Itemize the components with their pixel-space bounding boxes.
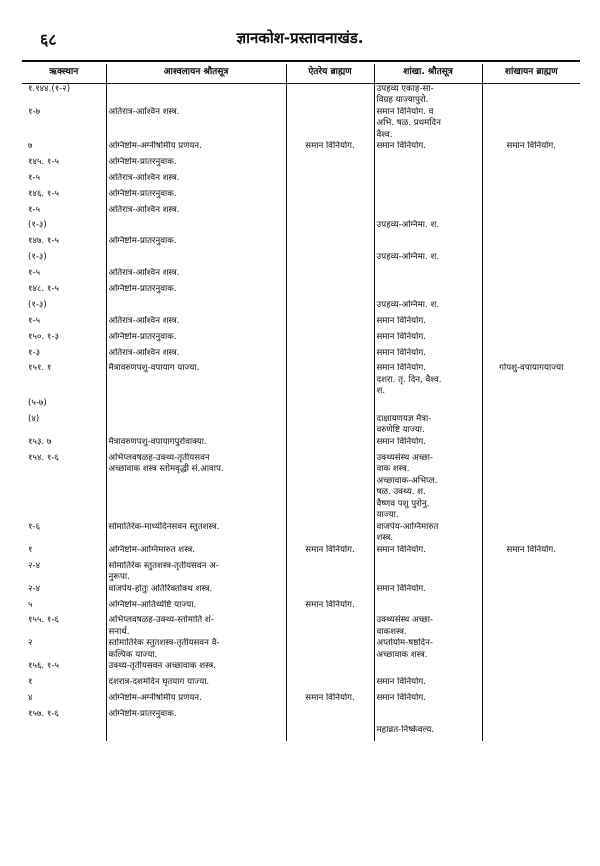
ashvalayana-cell: सोमातिरेक स्तुतशस्त्र-तृतीयसवन अ- नुरूपा. bbox=[106, 561, 286, 584]
rik-sthan-cell: १५६. १-५ bbox=[28, 661, 59, 672]
ashvalayana-cell: अग्निष्टोम-आग्निमारुत शस्त्र. bbox=[106, 545, 286, 561]
ashvalayana-cell: अतिरात्र-आश्विन शस्त्र. bbox=[106, 205, 286, 221]
aitareya-cell bbox=[286, 300, 374, 316]
table-row bbox=[22, 615, 580, 638]
rik-sthan-cell: २-४ bbox=[28, 583, 41, 594]
table-row bbox=[22, 189, 580, 205]
ashvalayana-cell: अग्निष्टोम-प्रातरनुवाक. bbox=[106, 236, 286, 252]
rik-sthan-cell: ७ bbox=[28, 141, 33, 151]
aitareya-cell bbox=[286, 252, 374, 268]
shankha-shrauta-cell: समान विनियोग. bbox=[374, 316, 482, 332]
ashvalayana-cell: अतिरात्र-आश्विन शस्त्र. bbox=[106, 107, 286, 142]
aitareya-cell: समान विनियोग. bbox=[286, 141, 374, 157]
aitareya-cell: समान विनियोग. bbox=[286, 545, 374, 561]
shankhayana-brahmana-cell bbox=[482, 414, 580, 437]
rik-sthan-cell: १-७ bbox=[28, 106, 41, 117]
ashvalayana-cell: वाजपेय-होतुः अतिरिक्तोक्थ शस्त्र. bbox=[106, 584, 286, 600]
aitareya-cell bbox=[286, 398, 374, 414]
aitareya-cell bbox=[286, 268, 374, 284]
rik-sthan-cell: १५५. १-६ bbox=[28, 615, 59, 626]
shankhayana-brahmana-cell bbox=[482, 284, 580, 300]
table-row bbox=[22, 348, 580, 364]
rik-sthan-cell: (५-७) bbox=[28, 397, 47, 408]
ashvalayana-cell: अतिरात्र-आश्विन शस्त्र. bbox=[106, 316, 286, 332]
shankhayana-brahmana-cell bbox=[482, 522, 580, 545]
ashvalayana-cell bbox=[106, 83, 286, 107]
shankhayana-brahmana-cell bbox=[482, 220, 580, 236]
ashvalayana-cell bbox=[106, 220, 286, 236]
shankha-shrauta-cell bbox=[374, 709, 482, 725]
ashvalayana-cell: अग्निष्टोम-अग्नीषोमीय प्रणयन. bbox=[106, 693, 286, 709]
shankha-shrauta-cell bbox=[374, 268, 482, 284]
shankhayana-brahmana-cell: गोपशु-वपायागयाज्या bbox=[482, 363, 580, 398]
shankha-shrauta-cell: अप्तोर्याम-षष्ठदिन- अच्छावाक शस्त्र. bbox=[374, 638, 482, 661]
table-row bbox=[22, 414, 580, 437]
aitareya-cell bbox=[286, 615, 374, 638]
shankha-shrauta-cell bbox=[374, 189, 482, 205]
table-row bbox=[22, 316, 580, 332]
page-number: ६८ bbox=[40, 30, 57, 49]
ashvalayana-cell: अतिरात्र-आश्विन शस्त्र. bbox=[106, 173, 286, 189]
shankha-shrauta-cell: उक्थ्यसंस्थ अच्छा- वाक शस्त्र. अच्छावाक-अभिप्ल. षळ. उक्थ्य. श. वैष्णव पशु पुरोनु. याज्या. bbox=[374, 453, 482, 522]
ashvalayana-cell: उक्थ्य-तृतीयसवन अच्छावाक शस्त्र. bbox=[106, 661, 286, 677]
shankha-shrauta-cell bbox=[374, 398, 482, 414]
rik-sthan-cell: १ bbox=[28, 677, 33, 688]
ashvalayana-cell: मैत्रावरुणपशु-वपायागपुरोवाक्या. bbox=[106, 437, 286, 453]
rik-sthan-cell: १५७. १-६ bbox=[28, 709, 59, 720]
table-row bbox=[22, 220, 580, 236]
ashvalayana-cell: अग्निष्टोम-प्रातरनुवाक. bbox=[106, 284, 286, 300]
rik-sthan-cell: १४८. १-५ bbox=[28, 284, 59, 295]
table-row bbox=[22, 141, 580, 157]
aitareya-cell bbox=[286, 638, 374, 661]
aitareya-cell bbox=[286, 189, 374, 205]
shankhayana-brahmana-cell bbox=[482, 638, 580, 661]
ashvalayana-cell: मैत्रावरुणपशु-वपायाग याज्या. bbox=[106, 363, 286, 398]
shankha-shrauta-cell: दाक्षायणयज्ञ मैत्रा- वरुणेष्टि याज्या. bbox=[374, 414, 482, 437]
rik-sthan-cell: (१-३) bbox=[28, 252, 47, 263]
shankha-shrauta-cell bbox=[374, 236, 482, 252]
table-row bbox=[22, 522, 580, 545]
aitareya-cell: समान विनियोग. bbox=[286, 693, 374, 709]
table-header-row bbox=[22, 64, 580, 83]
table-row bbox=[22, 584, 580, 600]
aitareya-cell bbox=[286, 363, 374, 398]
shankha-shrauta-cell: वाजपेय-आग्निमारुत शस्त्र. bbox=[374, 522, 482, 545]
aitareya-cell bbox=[286, 205, 374, 221]
aitareya-cell bbox=[286, 584, 374, 600]
aitareya-cell bbox=[286, 173, 374, 189]
ashvalayana-cell: अभिप्लवषळह-उक्थ्य-तृतीयसवन अच्छावाक शस्त्र स्तोमवृद्धी सं.आवाप. bbox=[106, 453, 286, 522]
table-row bbox=[22, 300, 580, 316]
table-row bbox=[22, 236, 580, 252]
table-row bbox=[22, 725, 580, 741]
shankha-shrauta-cell bbox=[374, 661, 482, 677]
column-header-shankhayana-brahmana: शांखायन ब्राह्मण bbox=[482, 64, 580, 83]
aitareya-cell bbox=[286, 107, 374, 142]
shankha-shrauta-cell: उपहव्य-अग्निमा. श. bbox=[374, 300, 482, 316]
rik-sthan-cell: १४७. १-५ bbox=[28, 236, 59, 247]
shankhayana-brahmana-cell bbox=[482, 107, 580, 142]
shankhayana-brahmana-cell bbox=[482, 453, 580, 522]
table-row bbox=[22, 173, 580, 189]
shankha-shrauta-cell bbox=[374, 561, 482, 584]
rik-sthan-cell: २-४ bbox=[28, 560, 41, 571]
ashvalayana-cell: अग्निष्टोम-आतिथ्येष्टि याज्या. bbox=[106, 600, 286, 616]
aitareya-cell bbox=[286, 453, 374, 522]
ashvalayana-cell: अग्निष्टोम-प्रातरनुवाक. bbox=[106, 709, 286, 725]
shankhayana-brahmana-cell bbox=[482, 316, 580, 332]
shankhayana-brahmana-cell bbox=[482, 398, 580, 414]
aitareya-cell bbox=[286, 414, 374, 437]
ashvalayana-cell: अग्निष्टोम-अग्नीषोमीय प्रणयन. bbox=[106, 141, 286, 157]
shankha-shrauta-cell: समान विनियोग. bbox=[374, 437, 482, 453]
shankhayana-brahmana-cell: समान विनियोग. bbox=[482, 545, 580, 561]
shankha-shrauta-cell: समान विनियोग. व अभि. षळ. प्रथमदिन वैश्व. bbox=[374, 107, 482, 142]
ashvalayana-cell bbox=[106, 398, 286, 414]
shankha-shrauta-cell: समान विनियोग. bbox=[374, 545, 482, 561]
shankhayana-brahmana-cell bbox=[482, 189, 580, 205]
shankha-shrauta-cell: महाव्रत-निष्केवल्य. bbox=[374, 725, 482, 741]
ashvalayana-cell: अतिरात्र-आश्विन शस्त्र. bbox=[106, 268, 286, 284]
rik-sthan-cell: ४ bbox=[28, 693, 33, 704]
rik-sthan-cell: १५३. ७ bbox=[28, 436, 52, 447]
shankha-shrauta-cell: उपहव्य-अग्निमा. श. bbox=[374, 220, 482, 236]
ashvalayana-cell: अग्निष्टोम-प्रातरनुवाक. bbox=[106, 189, 286, 205]
aitareya-cell bbox=[286, 437, 374, 453]
shankha-shrauta-cell: उक्थ्यसंस्थ अच्छा- वाकशस्त्र. bbox=[374, 615, 482, 638]
ashvalayana-cell bbox=[106, 300, 286, 316]
rik-sthan-cell: १.१४४.(१-२) bbox=[28, 83, 71, 94]
aitareya-cell bbox=[286, 661, 374, 677]
shankha-shrauta-cell: समान विनियोग. bbox=[374, 584, 482, 600]
table-row bbox=[22, 284, 580, 300]
table-row bbox=[22, 677, 580, 693]
rik-sthan-cell: १-५ bbox=[28, 172, 41, 183]
rik-sthan-cell: २ bbox=[28, 638, 33, 649]
rik-sthan-cell: १५०. १-३ bbox=[28, 331, 59, 342]
column-header-aitareya: ऐतरेय ब्राह्मण bbox=[286, 64, 374, 83]
table-row bbox=[22, 453, 580, 522]
shankhayana-brahmana-cell bbox=[482, 300, 580, 316]
rik-sthan-cell: (१-३) bbox=[28, 299, 47, 310]
aitareya-cell bbox=[286, 220, 374, 236]
table-row bbox=[22, 205, 580, 221]
aitareya-cell bbox=[286, 348, 374, 364]
shankha-shrauta-cell: समान विनियोग. दशरा. तृ. दिन, वैश्व. श. bbox=[374, 363, 482, 398]
shankhayana-brahmana-cell bbox=[482, 236, 580, 252]
table-row bbox=[22, 600, 580, 616]
shankhayana-brahmana-cell bbox=[482, 173, 580, 189]
table-row bbox=[22, 437, 580, 453]
ashvalayana-cell: स्तोमातिरेक स्तुतशस्त्र-तृतीयसवन वै- कल्पिक याज्या. bbox=[106, 638, 286, 661]
table-row bbox=[22, 332, 580, 348]
ashvalayana-cell: अग्निष्टोम-प्रातरनुवाक. bbox=[106, 157, 286, 173]
rik-sthan-cell: १४५. १-५ bbox=[28, 156, 59, 167]
shankhayana-brahmana-cell bbox=[482, 600, 580, 616]
aitareya-cell bbox=[286, 316, 374, 332]
aitareya-cell bbox=[286, 561, 374, 584]
ashvalayana-cell bbox=[106, 414, 286, 437]
rik-sthan-cell: १-५ bbox=[28, 268, 41, 279]
rik-sthan-cell bbox=[22, 725, 106, 741]
shankha-shrauta-cell: उपहव्य एकाह-सा- विग्रह याज्यापुरो. bbox=[374, 83, 482, 107]
shankhayana-brahmana-cell bbox=[482, 348, 580, 364]
table-row bbox=[22, 638, 580, 661]
rik-sthan-cell: (४) bbox=[28, 413, 40, 424]
table-row bbox=[22, 268, 580, 284]
table-row bbox=[22, 661, 580, 677]
aitareya-cell bbox=[286, 284, 374, 300]
table-row bbox=[22, 561, 580, 584]
shankha-shrauta-cell bbox=[374, 173, 482, 189]
rik-sthan-cell: १५१. १ bbox=[28, 363, 52, 374]
rik-sthan-cell: १ bbox=[28, 544, 33, 555]
ashvalayana-cell: दशरात्र-दशमदिन घृतयाग याज्या. bbox=[106, 677, 286, 693]
table-row bbox=[22, 709, 580, 725]
aitareya-cell: समान विनियोग. bbox=[286, 600, 374, 616]
shankha-shrauta-cell: समान विनियोग. bbox=[374, 693, 482, 709]
rik-sthan-cell: १-६ bbox=[28, 521, 41, 532]
shankhayana-brahmana-cell bbox=[482, 584, 580, 600]
shankha-shrauta-cell: समान विनियोग. bbox=[374, 141, 482, 157]
shankhayana-brahmana-cell bbox=[482, 268, 580, 284]
shankha-shrauta-cell: समान विनियोग. bbox=[374, 677, 482, 693]
ashvalayana-cell: अग्निष्टोम-प्रातरनुवाक. bbox=[106, 332, 286, 348]
shankhayana-brahmana-cell bbox=[482, 205, 580, 221]
shankhayana-brahmana-cell bbox=[482, 677, 580, 693]
shankhayana-brahmana-cell bbox=[482, 332, 580, 348]
shankhayana-brahmana-cell bbox=[482, 252, 580, 268]
header-rule bbox=[22, 60, 580, 62]
shankhayana-brahmana-cell bbox=[482, 83, 580, 107]
shankha-shrauta-cell bbox=[374, 157, 482, 173]
page-title: ज्ञानकोश-प्रस्तावनाखंड. bbox=[236, 29, 364, 47]
rik-sthan-cell: १-५ bbox=[28, 315, 41, 326]
table-row bbox=[22, 398, 580, 414]
shankha-shrauta-cell bbox=[374, 284, 482, 300]
aitareya-cell bbox=[286, 157, 374, 173]
table-row bbox=[22, 83, 580, 107]
aitareya-cell bbox=[286, 332, 374, 348]
ashvalayana-cell bbox=[106, 725, 286, 741]
column-header-ashvalayana: आश्वलायन श्रौतसूत्र bbox=[106, 64, 286, 83]
column-header-rik-sthan: ऋक्स्थान bbox=[22, 64, 106, 83]
aitareya-cell bbox=[286, 677, 374, 693]
table-row bbox=[22, 157, 580, 173]
concordance-table bbox=[22, 64, 580, 741]
table-row bbox=[22, 252, 580, 268]
rik-sthan-cell: १-५ bbox=[28, 204, 41, 215]
shankhayana-brahmana-cell bbox=[482, 709, 580, 725]
table-row bbox=[22, 107, 580, 142]
shankha-shrauta-cell bbox=[374, 600, 482, 616]
shankhayana-brahmana-cell bbox=[482, 561, 580, 584]
shankha-shrauta-cell: उपहव्य-अग्निमा. श. bbox=[374, 252, 482, 268]
shankhayana-brahmana-cell bbox=[482, 437, 580, 453]
ashvalayana-cell: अतिरात्र-आश्विन शस्त्र. bbox=[106, 348, 286, 364]
rik-sthan-cell: (१-३) bbox=[28, 220, 47, 231]
page-header bbox=[0, 28, 600, 48]
aitareya-cell bbox=[286, 725, 374, 741]
aitareya-cell bbox=[286, 83, 374, 107]
aitareya-cell bbox=[286, 236, 374, 252]
shankhayana-brahmana-cell bbox=[482, 725, 580, 741]
shankhayana-brahmana-cell bbox=[482, 661, 580, 677]
shankha-shrauta-cell: समान विनियोग. bbox=[374, 348, 482, 364]
column-header-shankha-shrauta: शांखा. श्रौतसूत्र bbox=[374, 64, 482, 83]
rik-sthan-cell: ५ bbox=[28, 599, 33, 610]
aitareya-cell bbox=[286, 522, 374, 545]
ashvalayana-cell bbox=[106, 252, 286, 268]
aitareya-cell bbox=[286, 709, 374, 725]
table-row bbox=[22, 693, 580, 709]
rik-sthan-cell: १-३ bbox=[28, 347, 41, 358]
shankhayana-brahmana-cell bbox=[482, 693, 580, 709]
shankha-shrauta-cell bbox=[374, 205, 482, 221]
shankhayana-brahmana-cell bbox=[482, 615, 580, 638]
table-row bbox=[22, 363, 580, 398]
shankha-shrauta-cell: समान विनियोग. bbox=[374, 332, 482, 348]
ashvalayana-cell: अभिप्लवषळह-उक्थ्य-स्तोमाति शं- सनार्थ. bbox=[106, 615, 286, 638]
table-body bbox=[22, 83, 580, 741]
shankhayana-brahmana-cell: समान विनियोग. bbox=[482, 141, 580, 157]
ashvalayana-cell: सोमातिरेक-माध्यंदिनसवन स्तुतशस्त्र. bbox=[106, 522, 286, 545]
rik-sthan-cell: १५४. १-६ bbox=[28, 452, 59, 463]
rik-sthan-cell: १४६. १-५ bbox=[28, 188, 59, 199]
table-row bbox=[22, 545, 580, 561]
shankhayana-brahmana-cell bbox=[482, 157, 580, 173]
